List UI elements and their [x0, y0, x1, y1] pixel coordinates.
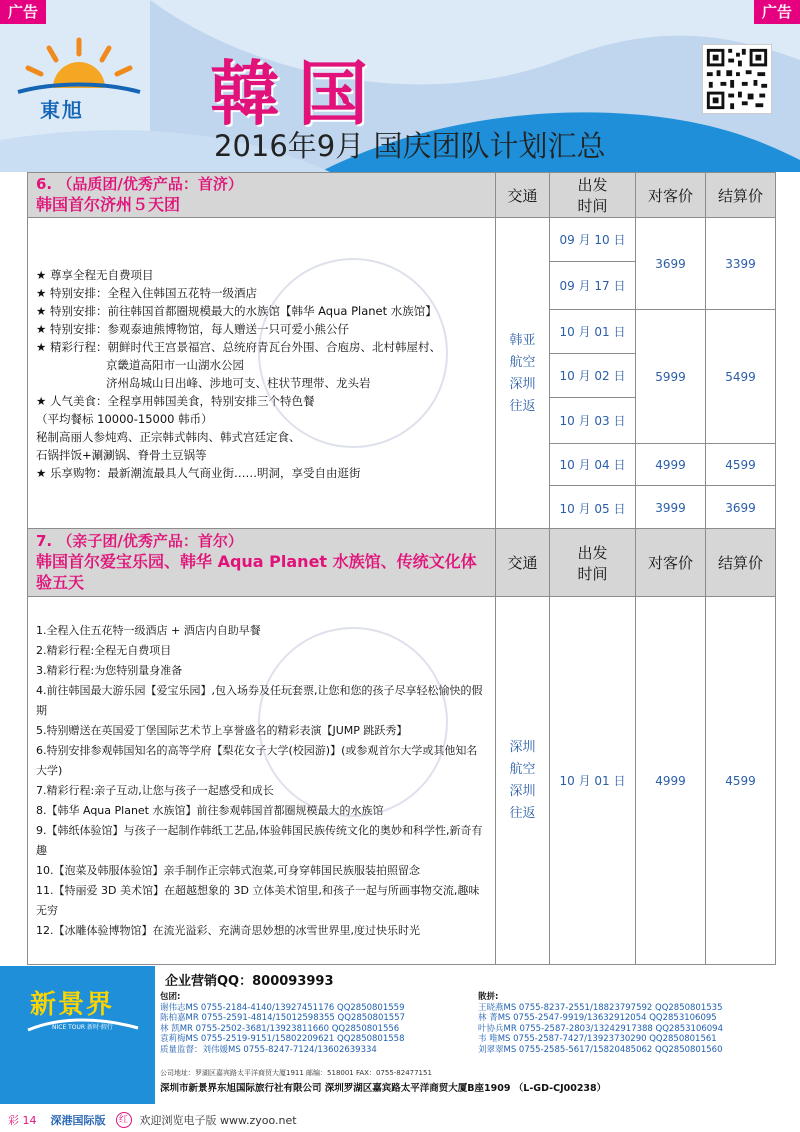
- tour-7-desc-line: 9.【韩纸体验馆】与孩子一起制作韩纸工艺品,体验韩国民族传统文化的奥妙和科学性,新奇有趣: [36, 823, 483, 857]
- column-header-departure-line2: 时间: [577, 564, 608, 583]
- tour-7-desc-line: 8.【韩华 Aqua Planet 水族馆】前往参观韩国首都圈规模最大的水族馆: [36, 803, 384, 817]
- qr-code-icon: [702, 44, 772, 114]
- tour-7-name: 韩国首尔爱宝乐园、韩华 Aqua Planet 水族馆、传统文化体验五天: [36, 552, 477, 592]
- tour-6-tag: 6. （品质团/优秀产品：首济）: [36, 175, 243, 193]
- tour-7-desc-line: 3.精彩行程:为您特别量身准备: [36, 663, 183, 677]
- contact-row: 林 菁MS 0755-2547-9919/13632912054 QQ2853106095: [478, 1013, 717, 1023]
- column-header-departure: [550, 529, 636, 597]
- guest-price: 4999: [636, 597, 706, 965]
- individual-contacts-title: 散拼:: [478, 992, 499, 1002]
- tour-7-header: [28, 529, 496, 597]
- tour-7-desc-line: 4.前往韩国最大游乐园【爱宝乐园】,包入场券及任玩套票,让您和您的孩子尽享轻松愉快的假期: [36, 683, 483, 717]
- tour-7-table: [27, 528, 776, 965]
- page-header: [0, 0, 800, 172]
- enterprise-qq: 企业营销QQ：800093993: [165, 974, 334, 989]
- transport-line: 深圳: [509, 377, 536, 392]
- tour-7-desc-line: 12.【冰雕体验博物馆】在流光溢彩、充满奇思妙想的冰雪世界里,度过快乐时光: [36, 923, 420, 937]
- page-number: 彩 14: [8, 1114, 37, 1127]
- departure-date: 09 月 10 日: [550, 218, 636, 262]
- tour-7-desc-line: 7.精彩行程:亲子互动,让您与孩子一起感受和成长: [36, 783, 274, 797]
- footer-logo-subtitle: NICE TOUR 新时·假行: [52, 1024, 113, 1031]
- transport-line: 往返: [509, 399, 536, 414]
- tour-7-desc-line: 5.特别赠送在英国爱丁堡国际艺术节上享誉盛名的精彩表演【JUMP 跳跃秀】: [36, 723, 408, 737]
- footer-logo-text: 新景界: [30, 990, 115, 1020]
- tour-6-desc-line: ★ 人气美食：全程享用韩国美食，特别安排三个特色餐: [36, 394, 315, 408]
- tour-6-desc-line: ★ 特别安排：全程入住韩国五花特一级酒店: [36, 286, 257, 300]
- column-header-transport: 交通: [496, 529, 550, 597]
- column-header-guest-price: 对客价: [636, 529, 706, 597]
- ad-label-left: 广告: [0, 0, 46, 24]
- contact-row: 王晓燕MS 0755-8237-2551/18823797592 QQ2850801535: [478, 1002, 723, 1013]
- guest-price: 3699: [636, 218, 706, 310]
- column-header-guest-price: 对客价: [636, 173, 706, 218]
- tour-7-desc-line: 6.特别安排参观韩国知名的高等学府【梨花女子大学(校园游)】(或参观首尔大学或其他知名大学): [36, 743, 478, 777]
- transport-line: 航空: [509, 355, 536, 370]
- tour-6-description: [28, 218, 496, 531]
- settle-price: 3399: [706, 218, 776, 310]
- ad-label-right: 广告: [754, 0, 800, 24]
- agency-footer: [0, 966, 800, 1104]
- guest-price: 4999: [636, 444, 706, 486]
- column-header-transport: 交通: [496, 173, 550, 218]
- tour-6-desc-line: ★ 尊享全程无自费项目: [36, 268, 154, 282]
- tour-6-desc-line: 石锅拌饭+涮涮锅、脊骨土豆锅等: [36, 448, 207, 462]
- tour-6-transport: [496, 218, 550, 531]
- tour-7-desc-line: 10.【泡菜及韩服体验馆】亲手制作正宗韩式泡菜,可身穿韩国民族服装拍照留念: [36, 863, 420, 877]
- departure-date: 10 月 01 日: [550, 310, 636, 354]
- page-bottom-bar: [0, 1108, 800, 1132]
- contact-row: 陈柏嘉MR 0755-2591-4814/15012598355 QQ2850801557: [160, 1013, 405, 1023]
- tour-6-desc-line: 济州岛城山日出峰、涉地可支、柱状节理带、龙头岩: [106, 376, 371, 390]
- tour-6-desc-line: 秘制高丽人参炖鸡、正宗韩式韩肉、韩式宫廷定食、: [36, 430, 301, 444]
- group-contacts: [160, 992, 405, 1055]
- red-badge-icon: 红: [116, 1112, 132, 1128]
- departure-date: 10 月 02 日: [550, 354, 636, 398]
- tour-6-desc-line: ★ 乐享购物：最新潮流最具人气商业街……明洞，享受自由逛街: [36, 466, 361, 480]
- tour-6-desc-line: ★ 特别安排：前往韩国首都圈规模最大的水族馆【韩华 Aqua Planet 水族馆】: [36, 304, 437, 318]
- tour-6-desc-line: 京畿道高阳市一山湖水公园: [106, 358, 244, 372]
- contact-row: 谢伟志MS 0755-2184-4140/13927451176 QQ2850801559: [160, 1002, 405, 1013]
- contact-row: 林 凯MR 0755-2502-3681/13923811660 QQ2850801556: [160, 1023, 400, 1034]
- transport-line: 深圳: [509, 783, 536, 799]
- tour-7-transport: [496, 597, 550, 965]
- transport-line: 韩亚: [509, 333, 536, 348]
- guest-price: 5999: [636, 310, 706, 444]
- website-link[interactable]: 欢迎浏览电子版 www.zyoo.net: [139, 1114, 297, 1127]
- departure-date: 09 月 17 日: [550, 262, 636, 310]
- column-header-departure-line1: 出发: [577, 543, 608, 562]
- contact-row: 叶协兵MR 0755-2587-2803/13242917388 QQ2853106094: [478, 1023, 723, 1034]
- tour-6-desc-line: （平均餐标 10000-15000 韩币）: [36, 412, 213, 426]
- individual-contacts: [478, 992, 723, 1055]
- departure-date: 10 月 04 日: [550, 444, 636, 486]
- column-header-departure-line1: 出发: [577, 176, 608, 194]
- column-header-departure: [550, 173, 636, 218]
- tour-7-tag: 7. （亲子团/优秀产品：首尔）: [36, 532, 243, 550]
- tour-7-desc-line: 2.精彩行程:全程无自费项目: [36, 643, 172, 657]
- contact-row: 质量监督：刘伟媛MS 0755-8247-7124/13602639334: [160, 1044, 377, 1055]
- tour-7-description: [28, 597, 496, 965]
- tour-6-header: [28, 173, 496, 218]
- tour-6-desc-line: ★ 特别安排：参观泰迪熊博物馆，每人赠送一只可爱小熊公仔: [36, 322, 349, 336]
- departure-date: 10 月 05 日: [550, 486, 636, 531]
- group-contacts-title: 包团:: [160, 992, 181, 1002]
- tour-7-desc-line: 1.全程入住五花特一级酒店 + 酒店内自助早餐: [36, 623, 261, 637]
- contact-row: 刘翠翠MS 0755-2585-5617/15820485062 QQ2850801560: [478, 1044, 723, 1055]
- settle-price: 3699: [706, 486, 776, 531]
- settle-price: 4599: [706, 444, 776, 486]
- guest-price: 3999: [636, 486, 706, 531]
- settle-price: 4599: [706, 597, 776, 965]
- tour-6-table: [27, 172, 776, 531]
- column-header-settle-price: 结算价: [706, 529, 776, 597]
- settle-price: 5499: [706, 310, 776, 444]
- transport-line: 航空: [509, 761, 536, 777]
- company-name: 深圳市新景界东旭国际旅行社有限公司 深圳罗湖区嘉宾路太平洋商贸大厦B座1909 （L-GD-CJ00238）: [160, 1083, 607, 1094]
- departure-date: 10 月 01 日: [550, 597, 636, 965]
- contact-row: 袁莉梅MS 0755-2519-9151/15802209621 QQ2850801558: [160, 1034, 405, 1044]
- tour-6-name: 韩国首尔济州５天团: [36, 195, 181, 214]
- logo-text: 東旭: [40, 98, 84, 122]
- departure-date: 10 月 03 日: [550, 398, 636, 444]
- tour-6-desc-line: ★ 精彩行程：朝鲜时代王宫景福宫、总统府青瓦台外围、合庖房、北村韩屋村、: [36, 340, 441, 354]
- country-title: 韓国: [210, 52, 386, 135]
- transport-line: 深圳: [509, 739, 536, 755]
- company-address: 公司地址：罗湖区嘉宾路太平洋商贸大厦1911 邮编：518001 FAX：0755-82477151: [160, 1069, 432, 1077]
- transport-line: 往返: [509, 805, 536, 821]
- tour-7-desc-line: 11.【特丽爱 3D 美术馆】在超越想象的 3D 立体美术馆里,和孩子一起与所画事物交流,趣味无穷: [36, 883, 480, 917]
- column-header-settle-price: 结算价: [706, 173, 776, 218]
- contact-row: 韦 唯MS 0755-2587-7427/13923730290 QQ2850801561: [478, 1034, 717, 1044]
- column-header-departure-line2: 时间: [577, 197, 608, 215]
- edition-label: 深港国际版: [50, 1114, 106, 1127]
- plan-title: 2016年9月 国庆团队计划汇总: [214, 129, 606, 163]
